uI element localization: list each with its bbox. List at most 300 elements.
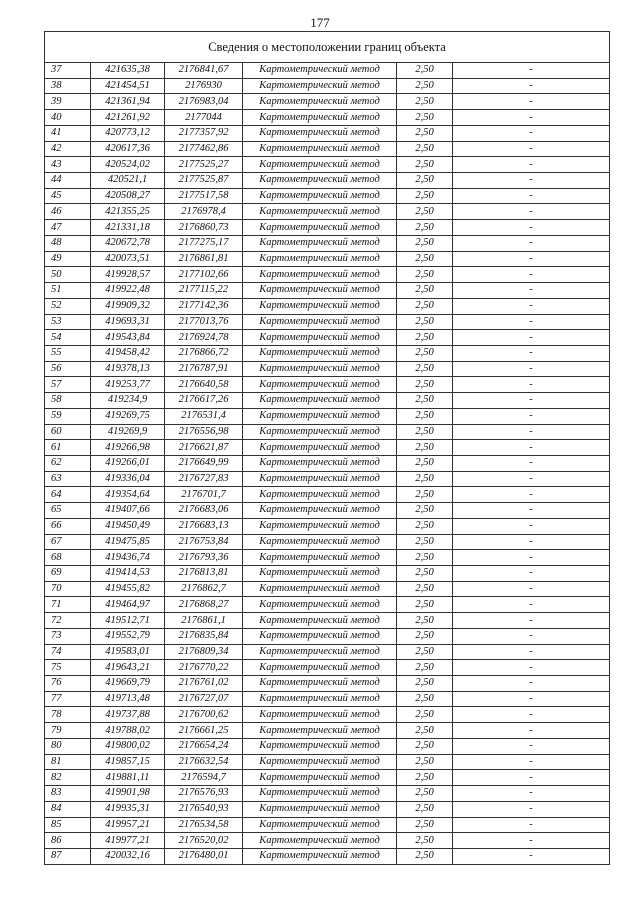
y-coordinate-cell: 2176594,7 <box>165 770 243 786</box>
x-coordinate-cell: 419643,21 <box>91 660 165 676</box>
x-coordinate-cell: 419583,01 <box>91 644 165 660</box>
table-row <box>45 267 610 283</box>
x-coordinate-cell: 419378,13 <box>91 361 165 377</box>
table-row <box>45 408 610 424</box>
accuracy-cell: 2,50 <box>397 518 453 534</box>
accuracy-cell: 2,50 <box>397 723 453 739</box>
description-cell: - <box>453 848 610 864</box>
method-cell: Картометрический метод <box>243 518 397 534</box>
method-cell: Картометрический метод <box>243 786 397 802</box>
point-number-cell: 87 <box>45 848 91 864</box>
accuracy-cell: 2,50 <box>397 94 453 110</box>
method-cell: Картометрический метод <box>243 377 397 393</box>
method-cell: Картометрический метод <box>243 235 397 251</box>
y-coordinate-cell: 2176540,93 <box>165 801 243 817</box>
x-coordinate-cell: 421361,94 <box>91 94 165 110</box>
accuracy-cell: 2,50 <box>397 110 453 126</box>
description-cell: - <box>453 235 610 251</box>
table-row <box>45 770 610 786</box>
point-number-cell: 60 <box>45 424 91 440</box>
accuracy-cell: 2,50 <box>397 440 453 456</box>
table-row <box>45 173 610 189</box>
description-cell: - <box>453 644 610 660</box>
y-coordinate-cell: 2176978,4 <box>165 204 243 220</box>
method-cell: Картометрический метод <box>243 628 397 644</box>
y-coordinate-cell: 2177525,27 <box>165 157 243 173</box>
method-cell: Картометрический метод <box>243 408 397 424</box>
point-number-cell: 67 <box>45 534 91 550</box>
y-coordinate-cell: 2177013,76 <box>165 314 243 330</box>
point-number-cell: 44 <box>45 173 91 189</box>
point-number-cell: 39 <box>45 94 91 110</box>
accuracy-cell: 2,50 <box>397 125 453 141</box>
description-cell: - <box>453 345 610 361</box>
table-row <box>45 503 610 519</box>
point-number-cell: 54 <box>45 330 91 346</box>
description-cell: - <box>453 566 610 582</box>
accuracy-cell: 2,50 <box>397 597 453 613</box>
method-cell: Картометрический метод <box>243 283 397 299</box>
method-cell: Картометрический метод <box>243 314 397 330</box>
description-cell: - <box>453 581 610 597</box>
accuracy-cell: 2,50 <box>397 298 453 314</box>
x-coordinate-cell: 420524,02 <box>91 157 165 173</box>
y-coordinate-cell: 2176531,4 <box>165 408 243 424</box>
description-cell: - <box>453 723 610 739</box>
method-cell: Картометрический метод <box>243 833 397 849</box>
description-cell: - <box>453 628 610 644</box>
point-number-cell: 61 <box>45 440 91 456</box>
y-coordinate-cell: 2176861,1 <box>165 613 243 629</box>
table-row <box>45 141 610 157</box>
point-number-cell: 40 <box>45 110 91 126</box>
accuracy-cell: 2,50 <box>397 471 453 487</box>
y-coordinate-cell: 2176534,58 <box>165 817 243 833</box>
table-row <box>45 628 610 644</box>
x-coordinate-cell: 419669,79 <box>91 676 165 692</box>
y-coordinate-cell: 2176868,27 <box>165 597 243 613</box>
y-coordinate-cell: 2176480,01 <box>165 848 243 864</box>
description-cell: - <box>453 204 610 220</box>
point-number-cell: 77 <box>45 691 91 707</box>
accuracy-cell: 2,50 <box>397 283 453 299</box>
description-cell: - <box>453 518 610 534</box>
table-row <box>45 786 610 802</box>
y-coordinate-cell: 2176683,06 <box>165 503 243 519</box>
accuracy-cell: 2,50 <box>397 770 453 786</box>
accuracy-cell: 2,50 <box>397 78 453 94</box>
table-row <box>45 613 610 629</box>
y-coordinate-cell: 2177044 <box>165 110 243 126</box>
description-cell: - <box>453 94 610 110</box>
method-cell: Картометрический метод <box>243 455 397 471</box>
description-cell: - <box>453 330 610 346</box>
point-number-cell: 47 <box>45 220 91 236</box>
point-number-cell: 48 <box>45 235 91 251</box>
accuracy-cell: 2,50 <box>397 330 453 346</box>
description-cell: - <box>453 173 610 189</box>
table-row <box>45 801 610 817</box>
method-cell: Картометрический метод <box>243 298 397 314</box>
point-number-cell: 81 <box>45 754 91 770</box>
table-title: Сведения о местоположении границ объекта <box>45 32 610 63</box>
point-number-cell: 80 <box>45 738 91 754</box>
method-cell: Картометрический метод <box>243 94 397 110</box>
y-coordinate-cell: 2176793,36 <box>165 550 243 566</box>
accuracy-cell: 2,50 <box>397 738 453 754</box>
description-cell: - <box>453 770 610 786</box>
description-cell: - <box>453 408 610 424</box>
table-row <box>45 345 610 361</box>
table-row <box>45 63 610 79</box>
table-row <box>45 817 610 833</box>
accuracy-cell: 2,50 <box>397 424 453 440</box>
description-cell: - <box>453 110 610 126</box>
table-row <box>45 204 610 220</box>
description-cell: - <box>453 141 610 157</box>
table-row <box>45 188 610 204</box>
accuracy-cell: 2,50 <box>397 613 453 629</box>
accuracy-cell: 2,50 <box>397 345 453 361</box>
point-number-cell: 75 <box>45 660 91 676</box>
table-title-row <box>45 32 610 63</box>
description-cell: - <box>453 754 610 770</box>
x-coordinate-cell: 420508,27 <box>91 188 165 204</box>
x-coordinate-cell: 420032,16 <box>91 848 165 864</box>
point-number-cell: 38 <box>45 78 91 94</box>
description-cell: - <box>453 676 610 692</box>
description-cell: - <box>453 283 610 299</box>
table-row <box>45 377 610 393</box>
accuracy-cell: 2,50 <box>397 173 453 189</box>
method-cell: Картометрический метод <box>243 471 397 487</box>
method-cell: Картометрический метод <box>243 141 397 157</box>
method-cell: Картометрический метод <box>243 550 397 566</box>
accuracy-cell: 2,50 <box>397 251 453 267</box>
table-row <box>45 644 610 660</box>
point-number-cell: 53 <box>45 314 91 330</box>
accuracy-cell: 2,50 <box>397 817 453 833</box>
y-coordinate-cell: 2176700,62 <box>165 707 243 723</box>
description-cell: - <box>453 361 610 377</box>
description-cell: - <box>453 455 610 471</box>
accuracy-cell: 2,50 <box>397 566 453 582</box>
description-cell: - <box>453 707 610 723</box>
accuracy-cell: 2,50 <box>397 63 453 79</box>
y-coordinate-cell: 2176632,54 <box>165 754 243 770</box>
x-coordinate-cell: 421261,92 <box>91 110 165 126</box>
x-coordinate-cell: 420073,51 <box>91 251 165 267</box>
x-coordinate-cell: 421331,18 <box>91 220 165 236</box>
x-coordinate-cell: 419269,75 <box>91 408 165 424</box>
method-cell: Картометрический метод <box>243 801 397 817</box>
x-coordinate-cell: 419737,88 <box>91 707 165 723</box>
point-number-cell: 64 <box>45 487 91 503</box>
accuracy-cell: 2,50 <box>397 628 453 644</box>
method-cell: Картометрический метод <box>243 188 397 204</box>
method-cell: Картометрический метод <box>243 676 397 692</box>
table-row <box>45 393 610 409</box>
accuracy-cell: 2,50 <box>397 848 453 864</box>
y-coordinate-cell: 2176924,78 <box>165 330 243 346</box>
accuracy-cell: 2,50 <box>397 393 453 409</box>
y-coordinate-cell: 2176813,81 <box>165 566 243 582</box>
y-coordinate-cell: 2176787,91 <box>165 361 243 377</box>
point-number-cell: 50 <box>45 267 91 283</box>
accuracy-cell: 2,50 <box>397 377 453 393</box>
accuracy-cell: 2,50 <box>397 503 453 519</box>
point-number-cell: 41 <box>45 125 91 141</box>
point-number-cell: 51 <box>45 283 91 299</box>
x-coordinate-cell: 419450,49 <box>91 518 165 534</box>
method-cell: Картометрический метод <box>243 204 397 220</box>
table-body <box>45 32 610 865</box>
method-cell: Картометрический метод <box>243 330 397 346</box>
method-cell: Картометрический метод <box>243 581 397 597</box>
description-cell: - <box>453 63 610 79</box>
description-cell: - <box>453 597 610 613</box>
description-cell: - <box>453 738 610 754</box>
x-coordinate-cell: 419336,04 <box>91 471 165 487</box>
description-cell: - <box>453 298 610 314</box>
table-row <box>45 723 610 739</box>
y-coordinate-cell: 2176866,72 <box>165 345 243 361</box>
accuracy-cell: 2,50 <box>397 188 453 204</box>
x-coordinate-cell: 419977,21 <box>91 833 165 849</box>
point-number-cell: 85 <box>45 817 91 833</box>
method-cell: Картометрический метод <box>243 157 397 173</box>
table-row <box>45 125 610 141</box>
description-cell: - <box>453 314 610 330</box>
table-row <box>45 235 610 251</box>
table-row <box>45 424 610 440</box>
accuracy-cell: 2,50 <box>397 235 453 251</box>
point-number-cell: 82 <box>45 770 91 786</box>
table-row <box>45 487 610 503</box>
table-row <box>45 455 610 471</box>
point-number-cell: 46 <box>45 204 91 220</box>
table-row <box>45 566 610 582</box>
method-cell: Картометрический метод <box>243 440 397 456</box>
y-coordinate-cell: 2177525,87 <box>165 173 243 189</box>
method-cell: Картометрический метод <box>243 848 397 864</box>
x-coordinate-cell: 419957,21 <box>91 817 165 833</box>
method-cell: Картометрический метод <box>243 566 397 582</box>
description-cell: - <box>453 440 610 456</box>
accuracy-cell: 2,50 <box>397 644 453 660</box>
x-coordinate-cell: 419693,31 <box>91 314 165 330</box>
method-cell: Картометрический метод <box>243 691 397 707</box>
point-number-cell: 78 <box>45 707 91 723</box>
accuracy-cell: 2,50 <box>397 534 453 550</box>
table-row <box>45 440 610 456</box>
x-coordinate-cell: 419857,15 <box>91 754 165 770</box>
point-number-cell: 59 <box>45 408 91 424</box>
y-coordinate-cell: 2176770,22 <box>165 660 243 676</box>
method-cell: Картометрический метод <box>243 267 397 283</box>
table-row <box>45 110 610 126</box>
method-cell: Картометрический метод <box>243 78 397 94</box>
table-row <box>45 251 610 267</box>
method-cell: Картометрический метод <box>243 361 397 377</box>
description-cell: - <box>453 817 610 833</box>
point-number-cell: 43 <box>45 157 91 173</box>
x-coordinate-cell: 419800,02 <box>91 738 165 754</box>
method-cell: Картометрический метод <box>243 723 397 739</box>
accuracy-cell: 2,50 <box>397 314 453 330</box>
description-cell: - <box>453 424 610 440</box>
x-coordinate-cell: 419901,98 <box>91 786 165 802</box>
point-number-cell: 84 <box>45 801 91 817</box>
description-cell: - <box>453 534 610 550</box>
table-row <box>45 94 610 110</box>
description-cell: - <box>453 801 610 817</box>
x-coordinate-cell: 419266,98 <box>91 440 165 456</box>
description-cell: - <box>453 251 610 267</box>
table-row <box>45 471 610 487</box>
description-cell: - <box>453 377 610 393</box>
point-number-cell: 86 <box>45 833 91 849</box>
boundary-coordinates-table <box>44 31 610 865</box>
x-coordinate-cell: 419713,48 <box>91 691 165 707</box>
accuracy-cell: 2,50 <box>397 676 453 692</box>
accuracy-cell: 2,50 <box>397 660 453 676</box>
x-coordinate-cell: 419881,11 <box>91 770 165 786</box>
point-number-cell: 73 <box>45 628 91 644</box>
description-cell: - <box>453 220 610 236</box>
y-coordinate-cell: 2176654,24 <box>165 738 243 754</box>
page-number: 177 <box>310 15 330 30</box>
x-coordinate-cell: 420672,78 <box>91 235 165 251</box>
accuracy-cell: 2,50 <box>397 801 453 817</box>
table-row <box>45 314 610 330</box>
y-coordinate-cell: 2176617,26 <box>165 393 243 409</box>
description-cell: - <box>453 393 610 409</box>
table-row <box>45 707 610 723</box>
y-coordinate-cell: 2177517,58 <box>165 188 243 204</box>
y-coordinate-cell: 2176649,99 <box>165 455 243 471</box>
y-coordinate-cell: 2177102,66 <box>165 267 243 283</box>
accuracy-cell: 2,50 <box>397 707 453 723</box>
y-coordinate-cell: 2176576,93 <box>165 786 243 802</box>
point-number-cell: 72 <box>45 613 91 629</box>
table-row <box>45 518 610 534</box>
accuracy-cell: 2,50 <box>397 157 453 173</box>
description-cell: - <box>453 78 610 94</box>
table-row <box>45 691 610 707</box>
table-row <box>45 78 610 94</box>
x-coordinate-cell: 419407,66 <box>91 503 165 519</box>
description-cell: - <box>453 188 610 204</box>
table-row <box>45 330 610 346</box>
y-coordinate-cell: 2176809,34 <box>165 644 243 660</box>
y-coordinate-cell: 2176862,7 <box>165 581 243 597</box>
y-coordinate-cell: 2176860,73 <box>165 220 243 236</box>
table-row <box>45 283 610 299</box>
point-number-cell: 83 <box>45 786 91 802</box>
table-row <box>45 848 610 864</box>
x-coordinate-cell: 419269,9 <box>91 424 165 440</box>
method-cell: Картометрический метод <box>243 125 397 141</box>
x-coordinate-cell: 419354,64 <box>91 487 165 503</box>
description-cell: - <box>453 660 610 676</box>
method-cell: Картометрический метод <box>243 220 397 236</box>
method-cell: Картометрический метод <box>243 597 397 613</box>
accuracy-cell: 2,50 <box>397 220 453 236</box>
y-coordinate-cell: 2176835,84 <box>165 628 243 644</box>
method-cell: Картометрический метод <box>243 251 397 267</box>
method-cell: Картометрический метод <box>243 817 397 833</box>
point-number-cell: 56 <box>45 361 91 377</box>
table-row <box>45 676 610 692</box>
description-cell: - <box>453 550 610 566</box>
accuracy-cell: 2,50 <box>397 408 453 424</box>
y-coordinate-cell: 2176621,87 <box>165 440 243 456</box>
y-coordinate-cell: 2176861,81 <box>165 251 243 267</box>
accuracy-cell: 2,50 <box>397 754 453 770</box>
x-coordinate-cell: 419543,84 <box>91 330 165 346</box>
y-coordinate-cell: 2176683,13 <box>165 518 243 534</box>
method-cell: Картометрический метод <box>243 487 397 503</box>
x-coordinate-cell: 419464,97 <box>91 597 165 613</box>
x-coordinate-cell: 419234,9 <box>91 393 165 409</box>
method-cell: Картометрический метод <box>243 660 397 676</box>
point-number-cell: 68 <box>45 550 91 566</box>
table-row <box>45 581 610 597</box>
table-row <box>45 157 610 173</box>
description-cell: - <box>453 471 610 487</box>
y-coordinate-cell: 2176556,98 <box>165 424 243 440</box>
y-coordinate-cell: 2176761,02 <box>165 676 243 692</box>
point-number-cell: 49 <box>45 251 91 267</box>
accuracy-cell: 2,50 <box>397 204 453 220</box>
y-coordinate-cell: 2176727,07 <box>165 691 243 707</box>
y-coordinate-cell: 2177142,36 <box>165 298 243 314</box>
method-cell: Картометрический метод <box>243 644 397 660</box>
accuracy-cell: 2,50 <box>397 833 453 849</box>
point-number-cell: 76 <box>45 676 91 692</box>
point-number-cell: 71 <box>45 597 91 613</box>
y-coordinate-cell: 2176753,84 <box>165 534 243 550</box>
method-cell: Картометрический метод <box>243 345 397 361</box>
y-coordinate-cell: 2176727,83 <box>165 471 243 487</box>
point-number-cell: 66 <box>45 518 91 534</box>
point-number-cell: 74 <box>45 644 91 660</box>
point-number-cell: 62 <box>45 455 91 471</box>
x-coordinate-cell: 419436,74 <box>91 550 165 566</box>
accuracy-cell: 2,50 <box>397 487 453 503</box>
point-number-cell: 63 <box>45 471 91 487</box>
y-coordinate-cell: 2176520,02 <box>165 833 243 849</box>
point-number-cell: 55 <box>45 345 91 361</box>
x-coordinate-cell: 421635,38 <box>91 63 165 79</box>
x-coordinate-cell: 420521,1 <box>91 173 165 189</box>
x-coordinate-cell: 419266,01 <box>91 455 165 471</box>
description-cell: - <box>453 786 610 802</box>
point-number-cell: 57 <box>45 377 91 393</box>
method-cell: Картометрический метод <box>243 770 397 786</box>
table-row <box>45 361 610 377</box>
point-number-cell: 69 <box>45 566 91 582</box>
table-row <box>45 660 610 676</box>
x-coordinate-cell: 419922,48 <box>91 283 165 299</box>
point-number-cell: 42 <box>45 141 91 157</box>
point-number-cell: 52 <box>45 298 91 314</box>
x-coordinate-cell: 421454,51 <box>91 78 165 94</box>
point-number-cell: 45 <box>45 188 91 204</box>
table-row <box>45 754 610 770</box>
point-number-cell: 65 <box>45 503 91 519</box>
